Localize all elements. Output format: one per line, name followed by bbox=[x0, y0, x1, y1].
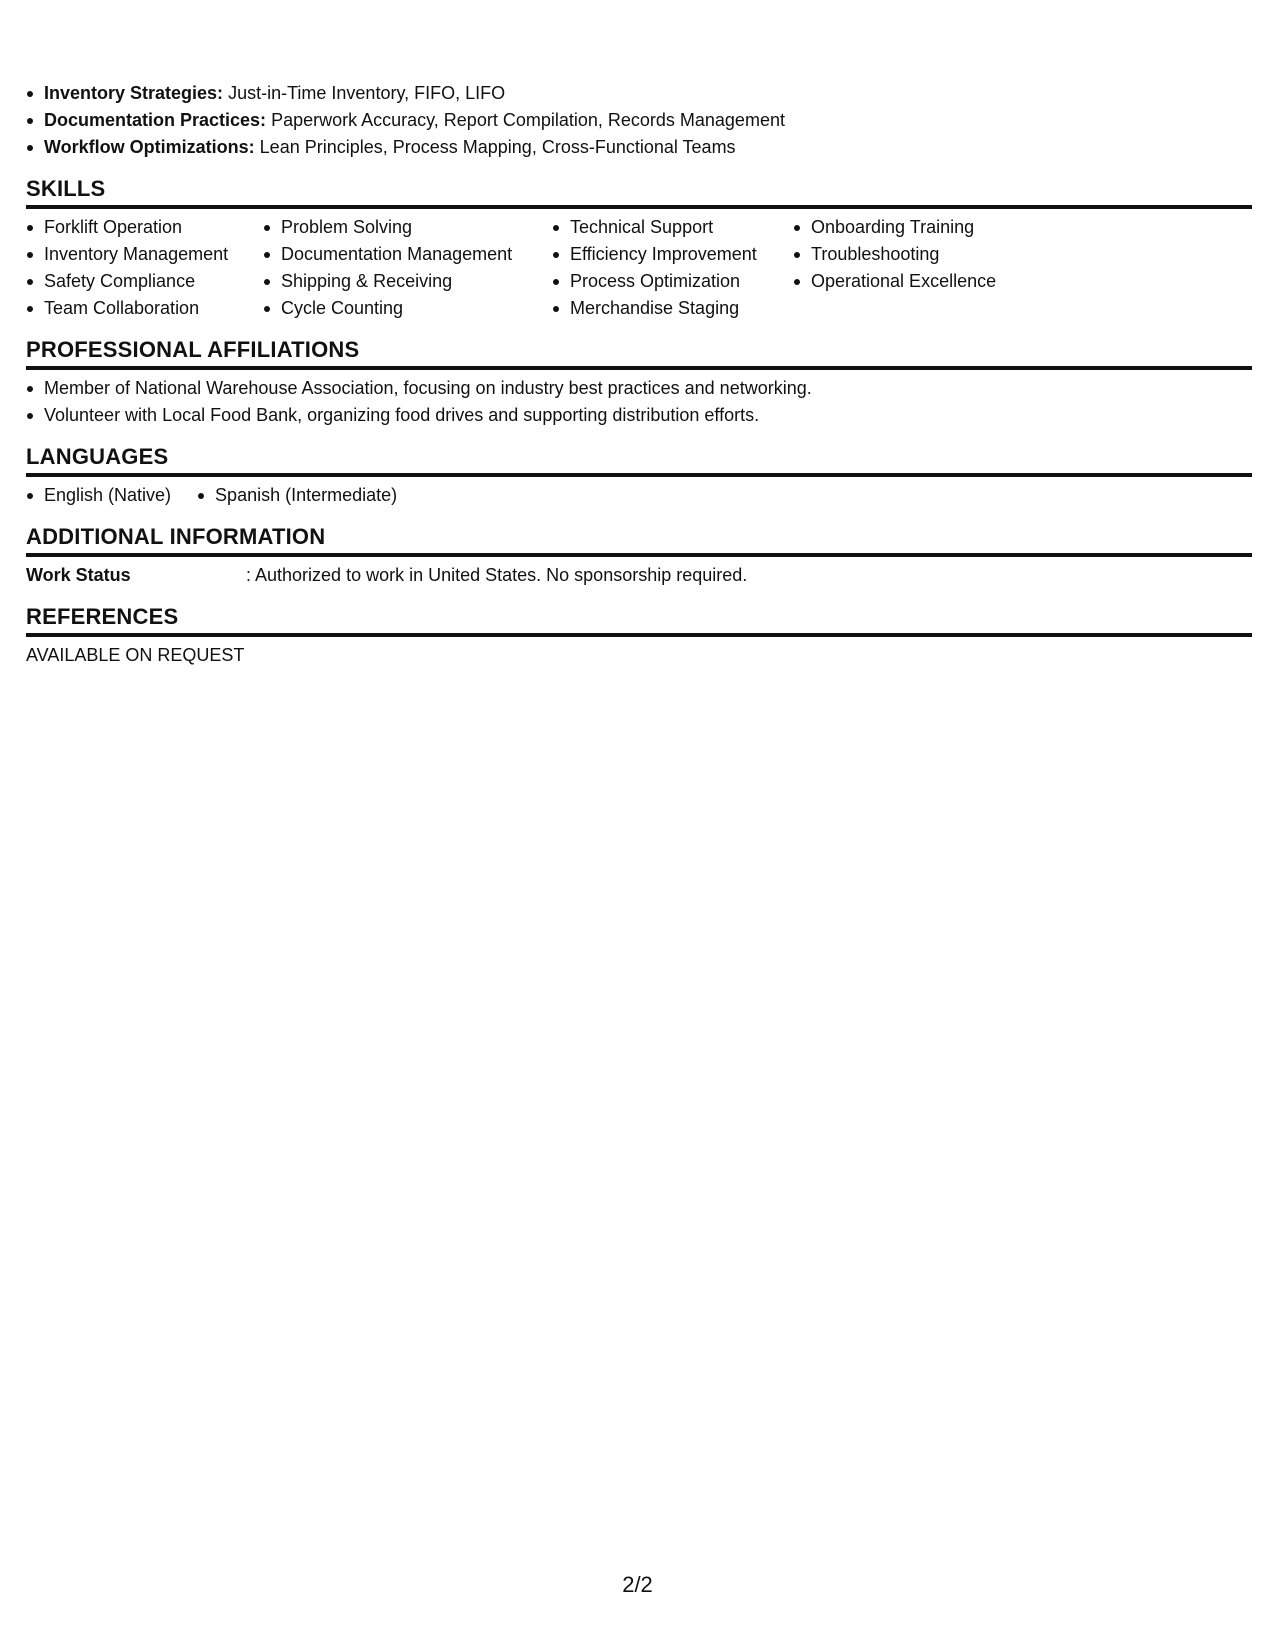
section-heading: SKILLS bbox=[26, 161, 1252, 209]
skills-column bbox=[793, 214, 1023, 322]
skill-item: Onboarding Training bbox=[793, 214, 1023, 241]
list-item: Member of National Warehouse Association, focusing on industry best practices and networking. bbox=[26, 375, 1252, 402]
additional-info-section bbox=[26, 509, 1252, 589]
page-number: 2/2 bbox=[622, 1572, 653, 1597]
skill-item: Cycle Counting bbox=[263, 295, 528, 322]
item-label: Documentation Practices: bbox=[44, 110, 267, 130]
skill-item: Technical Support bbox=[552, 214, 769, 241]
skills-column bbox=[263, 214, 528, 322]
item-text: Lean Principles, Process Mapping, Cross-Functional Teams bbox=[254, 137, 736, 157]
skill-item: Process Optimization bbox=[552, 268, 769, 295]
references-text: AVAILABLE ON REQUEST bbox=[26, 645, 245, 665]
item-text: Paperwork Accuracy, Report Compilation, Records Management bbox=[266, 110, 785, 130]
skills-column bbox=[552, 214, 769, 322]
section-heading: ADDITIONAL INFORMATION bbox=[26, 509, 1252, 557]
language-item: English (Native) bbox=[26, 482, 171, 509]
skill-item: Team Collaboration bbox=[26, 295, 239, 322]
item-text: Just-in-Time Inventory, FIFO, LIFO bbox=[223, 83, 506, 103]
skill-item: Shipping & Receiving bbox=[263, 268, 528, 295]
list-item bbox=[26, 107, 1252, 134]
skill-item: Inventory Management bbox=[26, 241, 239, 268]
languages-section bbox=[26, 429, 1252, 509]
skill-item: Troubleshooting bbox=[793, 241, 1023, 268]
section-heading: PROFESSIONAL AFFILIATIONS bbox=[26, 322, 1252, 370]
skill-item: Safety Compliance bbox=[26, 268, 239, 295]
skill-item: Documentation Management bbox=[263, 241, 528, 268]
work-status-value: : Authorized to work in United States. No sponsorship required. bbox=[246, 565, 748, 585]
skills-grid bbox=[26, 214, 1252, 322]
skills-column bbox=[26, 214, 239, 322]
list-item: Volunteer with Local Food Bank, organizing food drives and supporting distribution efforts. bbox=[26, 402, 1252, 429]
affiliations-list bbox=[26, 375, 1252, 429]
section-heading: LANGUAGES bbox=[26, 429, 1252, 477]
skills-section bbox=[26, 161, 1252, 322]
list-item bbox=[26, 134, 1252, 161]
languages-list bbox=[26, 482, 1252, 509]
skill-item: Merchandise Staging bbox=[552, 295, 769, 322]
work-status-row bbox=[26, 562, 1252, 589]
item-label: Workflow Optimizations: bbox=[44, 137, 255, 157]
skill-item: Efficiency Improvement bbox=[552, 241, 769, 268]
references-section bbox=[26, 589, 1252, 669]
resume-page-body bbox=[26, 80, 1252, 669]
skill-item: Operational Excellence bbox=[793, 268, 1023, 295]
skill-item: Forklift Operation bbox=[26, 214, 239, 241]
item-label: Inventory Strategies: bbox=[44, 83, 224, 103]
skill-item: Problem Solving bbox=[263, 214, 528, 241]
affiliations-section bbox=[26, 322, 1252, 429]
language-item: Spanish (Intermediate) bbox=[197, 482, 397, 509]
section-heading: REFERENCES bbox=[26, 589, 1252, 637]
list-item bbox=[26, 80, 1252, 107]
work-status-label: Work Status bbox=[26, 565, 131, 585]
strategies-list bbox=[26, 80, 1252, 161]
